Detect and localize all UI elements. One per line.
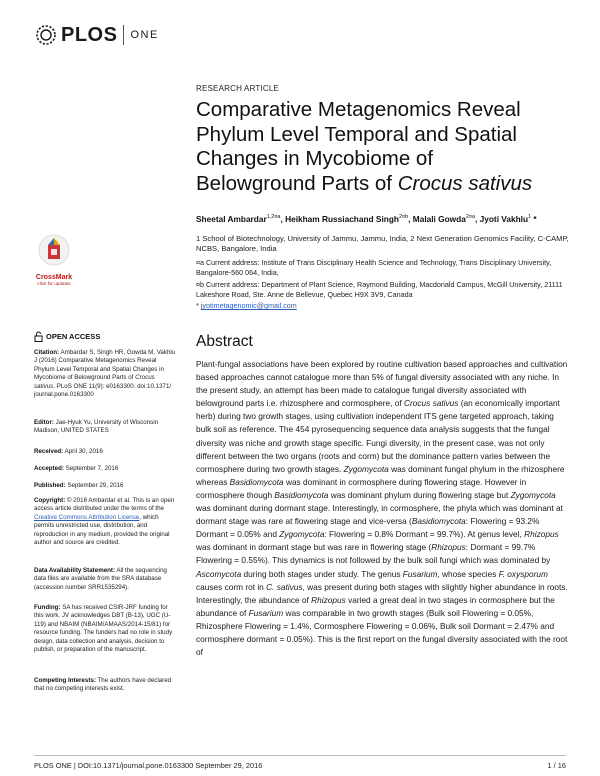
author-sep: * <box>531 214 537 224</box>
copyright-label: Copyright: <box>34 497 66 504</box>
abstract-text: Plant-fungal associations have been explored by routine cultivation based approaches and cultivation based approaches cannot catalogue more than 5% of fungal diversity associated with any niche. In the present study, an attempt has been made to catalogue fungal diversity associated with belowground parts i.e. rhizosphere and cormosphere, of <box>196 359 568 409</box>
data-availability-label: Data Availability Statement: <box>34 567 116 574</box>
open-access-label: OPEN ACCESS <box>46 332 101 341</box>
affiliations: 1 School of Biotechnology, University of Jammu, Jammu, India, 2 Next Generation Genomics Facility, C-CAMP, NCBS, Bangalore, India <box>196 234 569 253</box>
funding-block <box>34 604 176 654</box>
received-label: Received: <box>34 448 64 455</box>
abstract-italic-term: Rhizopus <box>311 594 346 605</box>
author-name[interactable]: Heikham Russiachand Singh <box>285 214 399 224</box>
footer-citation: PLOS ONE | DOI:10.1371/journal.pone.0163300 September 29, 2016 <box>34 761 263 770</box>
competing-interests-block <box>34 677 176 694</box>
abstract-italic-term: Ascomycota <box>196 568 242 579</box>
abstract-italic-term: Rhizopus <box>431 542 466 553</box>
abstract-text: : Flowering = 93.2% Dormant = 0.05% and <box>196 516 540 540</box>
competing-interests-label: Competing Interests: <box>34 677 96 684</box>
plos-logo-icon <box>33 22 59 48</box>
abstract-italic-term: F. oxysporum <box>498 568 548 579</box>
abstract-italic-term: Zygomycota <box>279 529 325 540</box>
current-address-b: ¤b Current address: Department of Plant Science, Raymond Building, Macdonald Campus, McGill University, 21111 Lakeshore Road, Ste. Anne de Bellevue, Quebec H9X 3V9, Canada <box>196 280 563 299</box>
author-affil: 2¤b <box>398 214 409 221</box>
abstract-italic-term: Zygomycota <box>510 489 556 500</box>
open-access-badge <box>34 331 100 342</box>
author-name[interactable]: Malali Gowda <box>412 214 466 224</box>
published-text: September 29, 2016 <box>65 482 124 489</box>
citation-italic: Crocus sativus <box>34 374 155 390</box>
received-text: April 30, 2016 <box>63 448 103 455</box>
abstract-italic-term: Fusarium <box>248 607 284 618</box>
abstract-text: causes corm rot in <box>196 581 267 592</box>
footer-divider <box>34 755 566 756</box>
license-link[interactable]: Creative Commons Attribution License <box>34 513 140 521</box>
abstract-italic-term: C. sativus <box>266 581 303 592</box>
abstract-italic-term: Crocus sativus <box>404 398 459 409</box>
journal-name: ONE <box>130 29 159 41</box>
funding-label: Funding: <box>34 604 61 611</box>
abstract-text: , whose species <box>437 568 499 579</box>
data-availability-block <box>34 567 176 592</box>
open-lock-icon <box>34 331 43 342</box>
data-availability-text: All the sequencing data files are available from the SRA database (accession number SRR1535294). <box>34 567 167 591</box>
abstract-text: (an economically important herb) during two growth stages, using cultivation independent ITS gene targeted approach, taking bulk soil as reference. The 454 pyrosequencing sequence data analysis suggests that the fungal diversity was niche and growth stage specific. Fungi diversity, in the present case, was not only different between the two organs (roots and corm) but the dominance pattern varies between the cormosphere during two growth stages. <box>196 398 560 474</box>
title-main: Comparative Metagenomics Reveal Phylum Level Temporal and Spatial Changes in Mycobiome of Belowground Parts of <box>196 98 521 195</box>
accepted-label: Accepted: <box>34 465 64 472</box>
published-date <box>34 482 176 490</box>
abstract-text: was dominant in cormosphere during flowering stage. However in cormosphere though <box>196 476 527 500</box>
abstract-body <box>196 358 570 659</box>
crossmark-icon <box>37 233 71 267</box>
abstract-text: was dominant during dormant stage. Interestingly, in cormosphere, the phyla which was dominant at dormant stage was rare at flowering stage and vice-versa ( <box>196 503 563 527</box>
crossmark-sub: click for updates <box>37 281 71 286</box>
citation-text-end: . PLoS ONE 11(9): e0163300. doi:10.1371/ journal.pone.0163300 <box>34 382 172 399</box>
received-date <box>34 448 176 456</box>
article-type: RESEARCH ARTICLE <box>196 84 280 93</box>
accepted-date <box>34 465 176 473</box>
citation-text: Ambardar S, Singh HR, Gowda M, Vakhlu J (2016) Comparative Metagenomics Reveal Phylum Level Temporal and Spatial Changes in Mycobiome of Belowground Parts of <box>34 349 176 382</box>
funding-text: SA has received CSIR-JRF funding for this work. JV acknowledges DBT (B-13), UGC (U-119) and NBAIM (NBAIM/AMAAS/2014-15/81) for resource funding. The funders had no role in study design, data collection and analysis, decision to publish, or preparation of the manuscript. <box>34 604 173 654</box>
crossmark-label: CrossMark <box>35 274 73 281</box>
abstract-text: was dominant in dormant stage but was rare in flowering stage ( <box>196 542 432 553</box>
abstract-text: during both stages under study. The genus <box>241 568 403 579</box>
accepted-text: September 7, 2016 <box>63 465 119 472</box>
author-name[interactable]: Sheetal Ambardar <box>196 214 267 224</box>
competing-interests-text: The authors have declared that no competing interests exist. <box>34 677 172 693</box>
page-number: 1 / 16 <box>547 761 566 770</box>
article-title <box>196 98 556 196</box>
current-address-a: ¤a Current address: Institute of Trans Disciplinary Health Science and Technology, Trans Disciplinary University, Bangalore-560 064, India, <box>196 258 552 277</box>
copyright-text-end: , which permits unrestricted use, distribution, and reproduction in any medium, provided the original author and source are credited. <box>34 513 170 547</box>
author-name[interactable]: Jyoti Vakhlu <box>479 214 529 224</box>
corresponding-marker: * <box>196 301 201 310</box>
abstract-italic-term: Basidiomycota <box>274 489 329 500</box>
author-affil: 1 <box>528 214 532 221</box>
abstract-text: , was present during both stages with slightly higher abundance in roots. Interestingly, the abundance of <box>196 581 568 605</box>
abstract-text: was dominant fungal phylum in the rhizosphere whereas <box>196 463 565 487</box>
abstract-italic-term: Rhizopus <box>524 529 559 540</box>
abstract-italic-term: Basidiomycota <box>411 516 466 527</box>
abstract-text: was dominant phylum during flowering stage but <box>328 489 511 500</box>
corresponding-author <box>196 301 297 310</box>
abstract-italic-term: Basidiomycota <box>229 476 284 487</box>
abstract-italic-term: Fusarium <box>402 568 438 579</box>
abstract-text: : Dormant = 99.7% Flowering = 0.55%). This dynamics is not followed by the bulk soil fungi which was dominated by <box>196 542 551 566</box>
author-list <box>196 214 576 224</box>
logo-divider <box>123 25 124 45</box>
abstract-italic-term: Zygomycota <box>343 463 389 474</box>
editor-text: Jae-Hyuk Yu, University of Wisconsin Madison, UNITED STATES <box>34 419 159 435</box>
abstract-text: varied a great deal in two stages in cormosphere but the abundance of <box>196 594 555 618</box>
citation-label: Citation: <box>34 349 60 356</box>
abstract-text: : Flowering = 0.8% Dormant = 99.7%). At genus level, <box>324 529 525 540</box>
crossmark-badge[interactable] <box>34 233 74 286</box>
logo-text: PLOS <box>61 23 118 46</box>
title-italic: Crocus sativus <box>397 171 533 195</box>
abstract-text: was comparable in two growth stages (Bulk soil Flowering = 0.05%, Rhizosphere Flowering = 1.4%, Cormosphere Flowering = 0.06%, Bulk soil Dormant = 2.47% and cormosphere dormant = 0.05%). This is the first report on the fungal diversity associated with the root of <box>196 607 568 658</box>
copyright-block <box>34 497 176 547</box>
author-sep: , <box>280 214 286 224</box>
plos-logo[interactable] <box>33 22 159 48</box>
author-sep: , <box>475 214 480 224</box>
copyright-text: © 2016 Ambardar et al. This is an open access article distributed under the terms of the <box>34 497 175 513</box>
editor-block <box>34 419 176 436</box>
author-affil: 1,2¤a <box>266 214 281 221</box>
corresponding-email-link[interactable]: jyotimetagenomic@gmail.com <box>200 301 297 310</box>
abstract-heading: Abstract <box>196 333 253 350</box>
citation-block <box>34 349 176 399</box>
author-affil: 2¤a <box>465 214 476 221</box>
author-sep: , <box>408 214 413 224</box>
published-label: Published: <box>34 482 66 489</box>
editor-label: Editor: <box>34 419 54 426</box>
